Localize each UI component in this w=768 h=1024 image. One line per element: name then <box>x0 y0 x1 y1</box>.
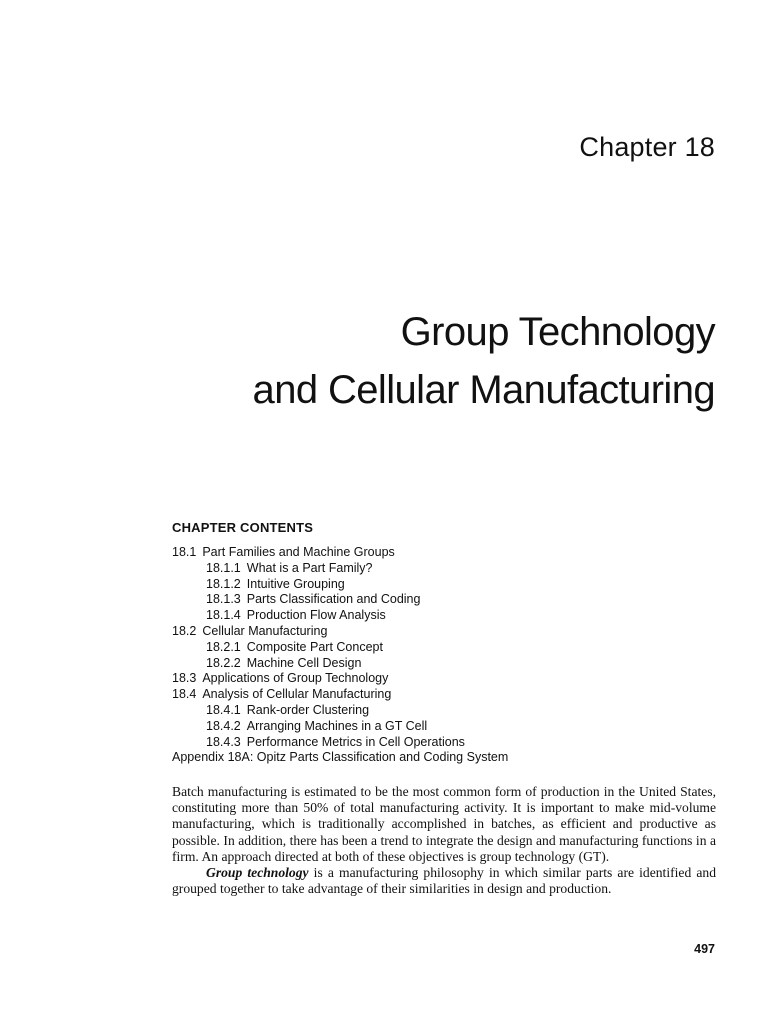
toc-entry-text: Cellular Manufacturing <box>202 623 328 638</box>
toc-entry-number: 18.3 <box>172 671 197 686</box>
toc-entry-text: Applications of Group Technology <box>202 671 389 686</box>
toc-entry <box>172 608 508 624</box>
paragraph-2 <box>172 865 716 897</box>
chapter-title <box>253 303 715 419</box>
chapter-title-line-2: and Cellular Manufacturing <box>252 368 715 412</box>
toc-entry-text: What is a Part Family? <box>246 560 373 575</box>
toc-entry <box>172 577 508 593</box>
toc-entry-number: 18.4.1 <box>206 702 241 717</box>
toc-entry-text: Rank-order Clustering <box>246 702 370 717</box>
toc-entry <box>172 640 508 656</box>
toc-entry <box>172 545 508 561</box>
toc-entry <box>172 656 508 672</box>
toc-entry <box>172 719 508 735</box>
toc-entry-number: 18.4.3 <box>206 734 241 749</box>
toc-entry <box>172 624 508 640</box>
contents-heading: CHAPTER CONTENTS <box>172 520 314 535</box>
toc-entry-text: Analysis of Cellular Manufacturing <box>202 687 392 702</box>
toc-entry-text: Production Flow Analysis <box>246 608 386 623</box>
toc-entry <box>172 561 508 577</box>
toc-entry-number: 18.1.3 <box>206 592 241 607</box>
toc-entry-text: Arranging Machines in a GT Cell <box>246 718 428 733</box>
toc-entry-number: 18.1.1 <box>206 560 241 575</box>
toc-entry <box>172 592 508 608</box>
toc-entry <box>172 750 508 766</box>
toc-entry-number: 18.2.1 <box>206 639 241 654</box>
chapter-label: Chapter 18 <box>579 132 715 162</box>
toc-entry-text: Performance Metrics in Cell Operations <box>246 734 465 749</box>
toc-entry <box>172 703 508 719</box>
toc-entry <box>172 687 508 703</box>
toc-entry-text: Parts Classification and Coding <box>246 592 421 607</box>
body-text <box>172 784 716 897</box>
toc-entry-text: Appendix 18A: Opitz Parts Classification and Coding System <box>172 750 509 765</box>
toc-entry-number: 18.1.2 <box>206 576 241 591</box>
toc-entry-text: Intuitive Grouping <box>246 576 345 591</box>
toc-entry-text: Machine Cell Design <box>246 655 362 670</box>
toc-entry-number: 18.1.4 <box>206 608 241 623</box>
toc-entry-number: 18.4 <box>172 687 197 702</box>
toc-entry-text: Part Families and Machine Groups <box>202 545 395 559</box>
toc-entry-number: 18.2 <box>172 623 197 638</box>
toc-entry-text: Composite Part Concept <box>246 639 383 654</box>
toc-entry-number: 18.2.2 <box>206 655 241 670</box>
paragraph-1: Batch manufacturing is estimated to be the most common form of production in the United States, constituting more than 50% of total manufacturing activity. It is important to make mid-volume manufacturing, which is traditionally accomplished in batches, as efficient and productive as possible. In addition, there has been a trend to integrate the design and manufacturing functions in a firm. An approach directed at both of these objectives is group technology (GT). <box>172 784 716 864</box>
toc-entry-number: 18.1 <box>172 545 197 559</box>
page-number: 497 <box>694 942 715 956</box>
chapter-contents <box>172 520 508 766</box>
chapter-title-line-1: Group Technology <box>400 310 715 354</box>
toc-entry <box>172 735 508 751</box>
toc-entry-number: 18.4.2 <box>206 718 241 733</box>
paragraph-2-text: is a manufacturing philosophy in which similar parts are identified and grouped together to take advantage of their similarities in design and production. <box>172 865 716 897</box>
toc-entry <box>172 671 508 687</box>
defined-term: Group technology <box>206 865 309 881</box>
toc-list <box>172 545 508 766</box>
